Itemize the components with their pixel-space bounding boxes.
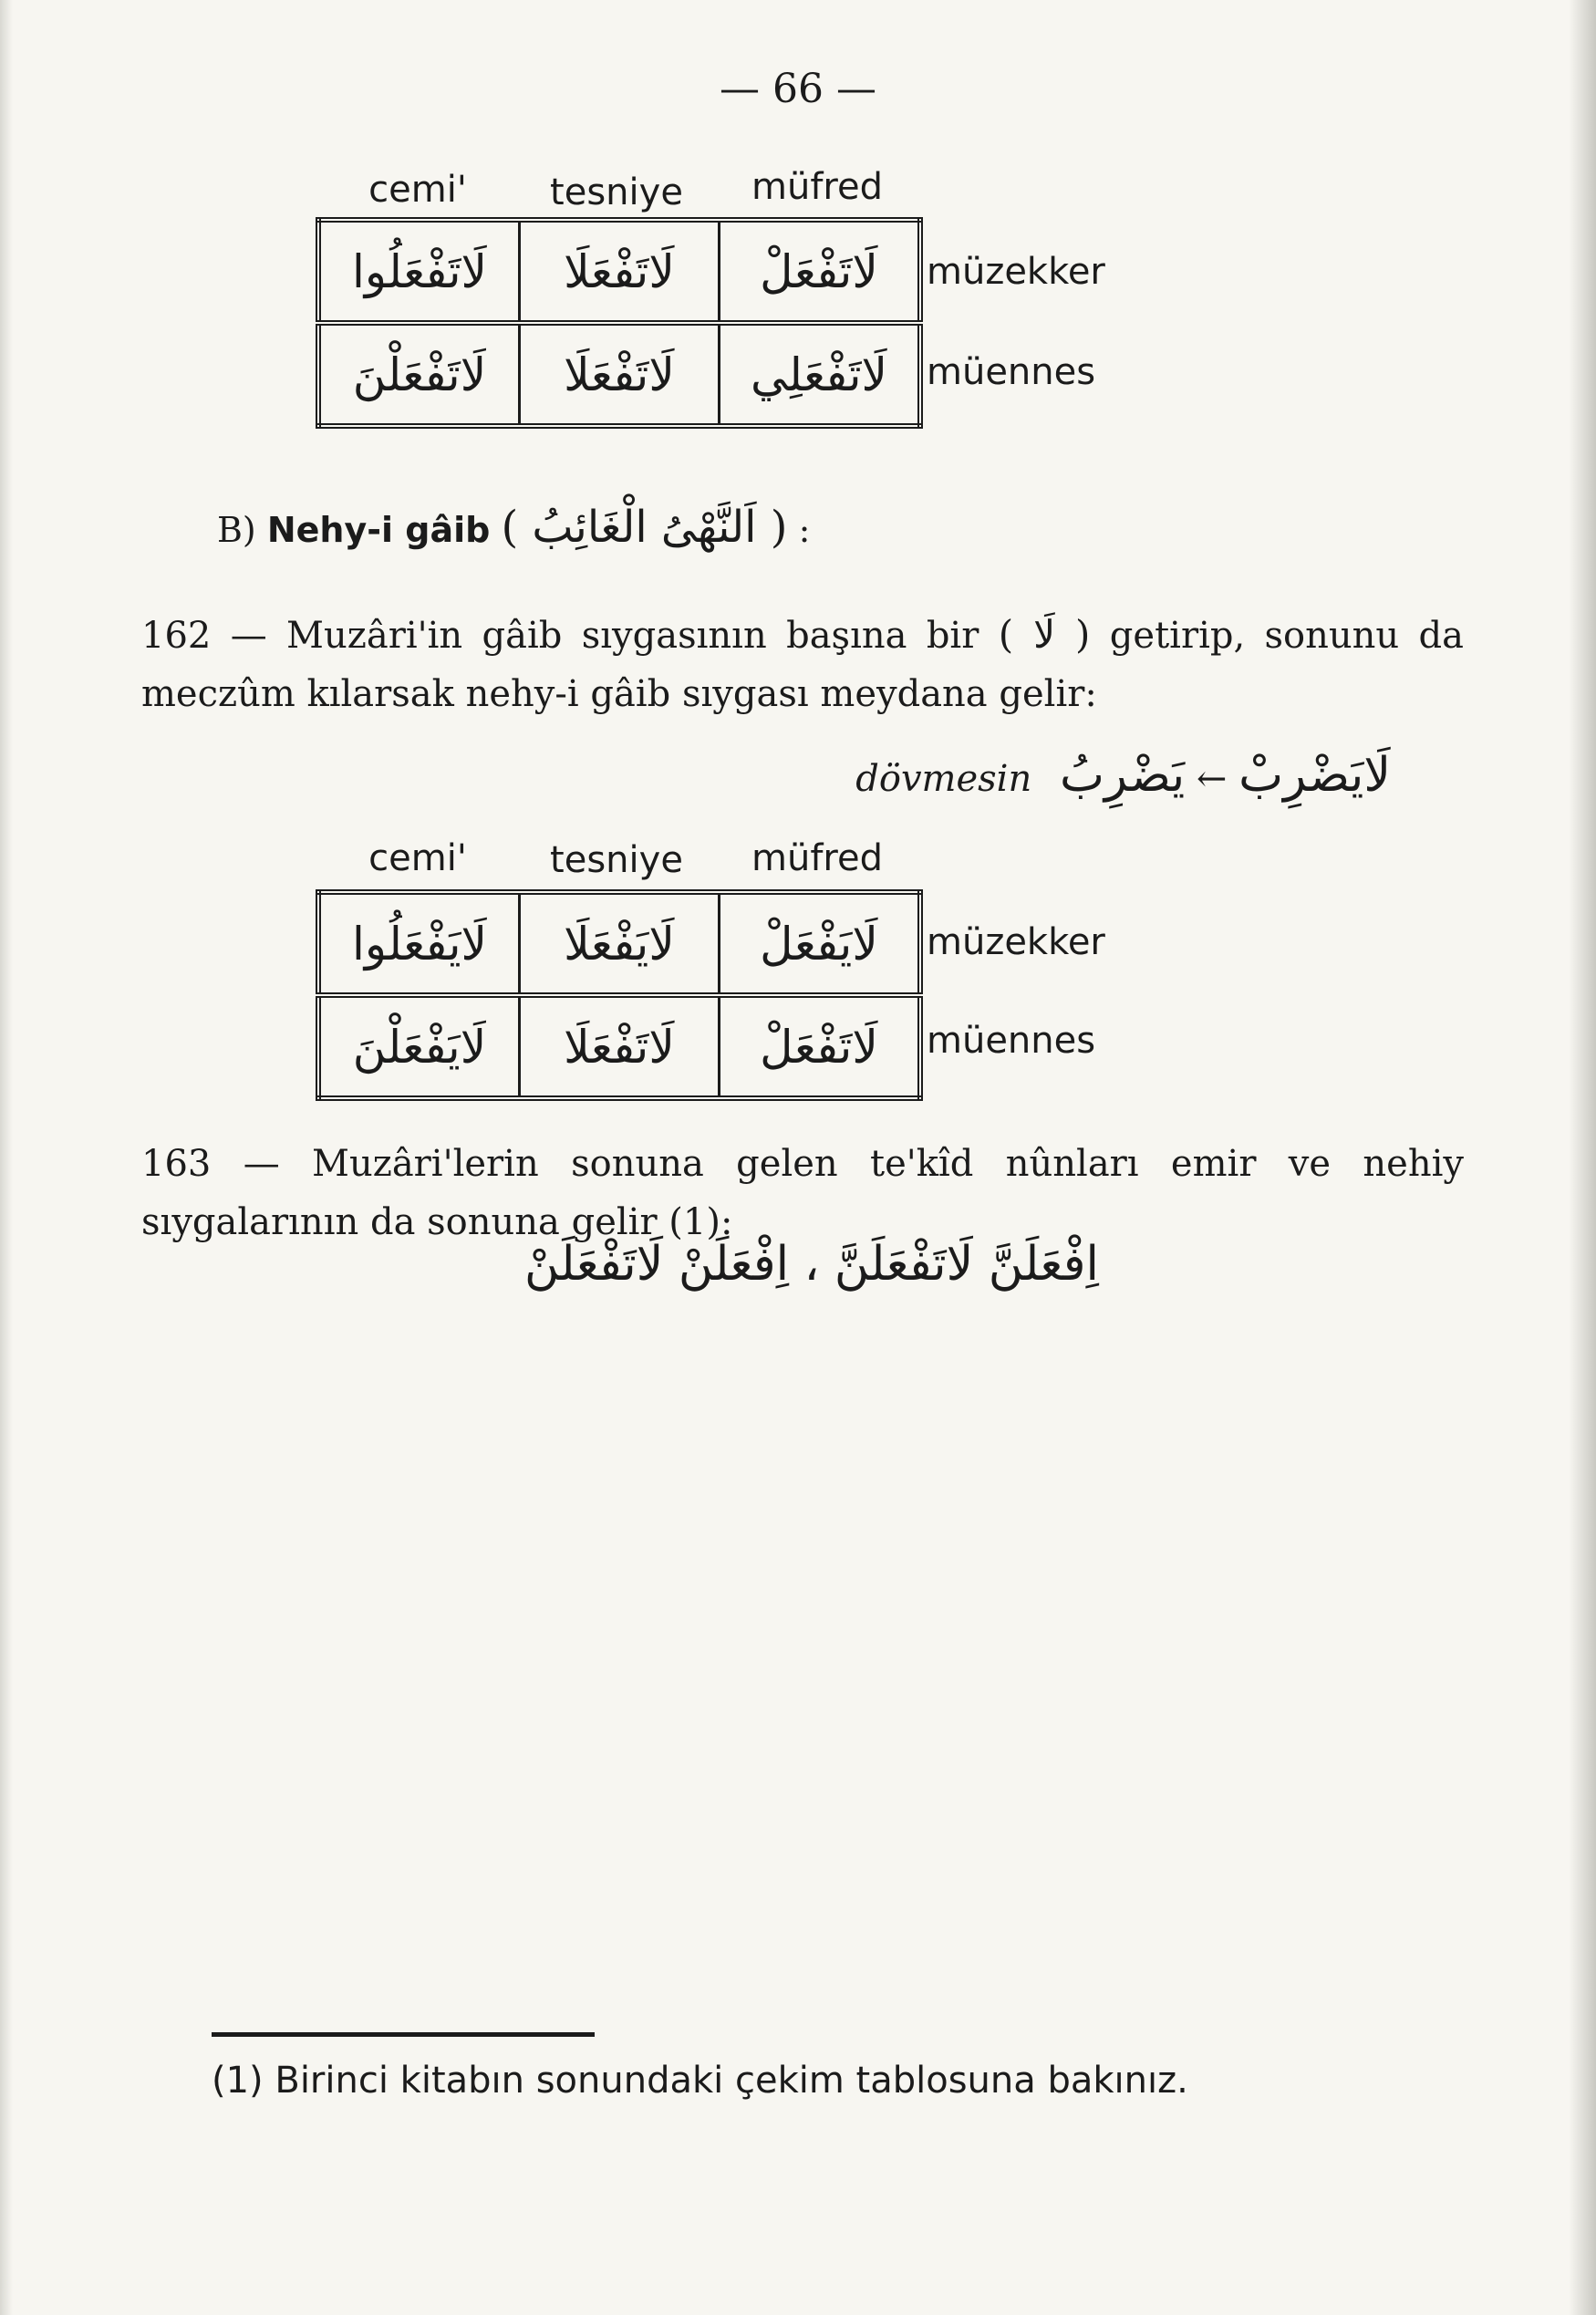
example-162 — [855, 748, 1391, 803]
arrow-left-icon: ← — [1196, 758, 1228, 800]
paragraph-162 — [141, 606, 1464, 723]
table2-header-cemi: cemi' — [368, 837, 467, 879]
table-cell: لَاتَفْعَلَا — [520, 323, 720, 426]
table1-header-cemi: cemi' — [368, 169, 467, 211]
example-162-negated: لَايَضْرِبْ — [1238, 748, 1391, 803]
table1-header-mufred: müfred — [751, 166, 883, 208]
conjugation-table-1 — [316, 217, 923, 429]
table2-row-label-muennes: müennes — [927, 1020, 1096, 1062]
table-row — [318, 220, 920, 323]
table-cell: لَايَفْعَلُوا — [318, 892, 520, 995]
table-cell: لَايَفْعَلْنَ — [318, 995, 520, 1098]
table-row — [318, 995, 920, 1098]
footnote: (1) Birinci kitabın sonundaki çekim tablosuna bakınız. — [212, 2060, 1188, 2102]
section-b-suffix: : — [798, 510, 811, 550]
table-cell: لَاتَفْعَلِي — [720, 323, 921, 426]
paragraph-163: 163 — Muzâri'lerin sonuna gelen te'kîd nûnları emir ve nehiy sıygalarının da sonuna gelir (1): — [141, 1143, 1464, 1243]
table2-header-mufred: müfred — [751, 837, 883, 879]
conjugation-table-2 — [316, 889, 923, 1101]
paragraph-162-text-before: 162 — Muzâri'in gâib sıygasının başına bir — [141, 615, 979, 657]
example-163: اِفْعَلَنَّ لَاتَفْعَلَنَّ ، اِفْعَلَنْ لَاتَفْعَلَنْ — [524, 1237, 1099, 1292]
section-b-arabic: ( اَلنَّهْىُ الْغَائِبُ ) — [501, 502, 788, 553]
table-cell: لَايَفْعَلَا — [520, 892, 720, 995]
table-cell: لَاتَفْعَلْ — [720, 220, 921, 323]
table2-row-label-muzekker: müzekker — [927, 921, 1105, 963]
table-cell: لَاتَفْعَلْ — [720, 995, 921, 1098]
page-edge-left — [0, 0, 13, 2315]
table2-header-tesniye: tesniye — [550, 839, 683, 881]
table1-row-label-muennes: müennes — [927, 351, 1096, 393]
table-cell: لَاتَفْعَلْنَ — [318, 323, 520, 426]
example-162-meaning: dövmesin — [855, 758, 1032, 800]
section-b-title: Nehy-i gâib — [266, 510, 491, 550]
table1-header-tesniye: tesniye — [550, 171, 683, 213]
table-cell: لَاتَفْعَلُوا — [318, 220, 520, 323]
table1-row-label-muzekker: müzekker — [927, 251, 1105, 293]
table-row — [318, 892, 920, 995]
table-cell: لَايَفْعَلْ — [720, 892, 921, 995]
table-cell: لَاتَفْعَلَا — [520, 220, 720, 323]
example-162-base: يَضْرِبُ — [1059, 748, 1186, 803]
page-number: — 66 — — [720, 66, 876, 112]
section-b-prefix: B) — [217, 510, 256, 550]
paragraph-162-text-after: getirip, sonunu da meczûm kılarsak nehy-i gâib sıygası meydana gelir: — [141, 615, 1464, 715]
footnote-divider — [212, 2032, 595, 2037]
page-edge-right — [1569, 0, 1596, 2315]
table-cell: لَاتَفْعَلَا — [520, 995, 720, 1098]
paragraph-162-arabic: ( لَا ) — [998, 612, 1091, 657]
section-b-heading — [217, 502, 810, 553]
table-row — [318, 323, 920, 426]
